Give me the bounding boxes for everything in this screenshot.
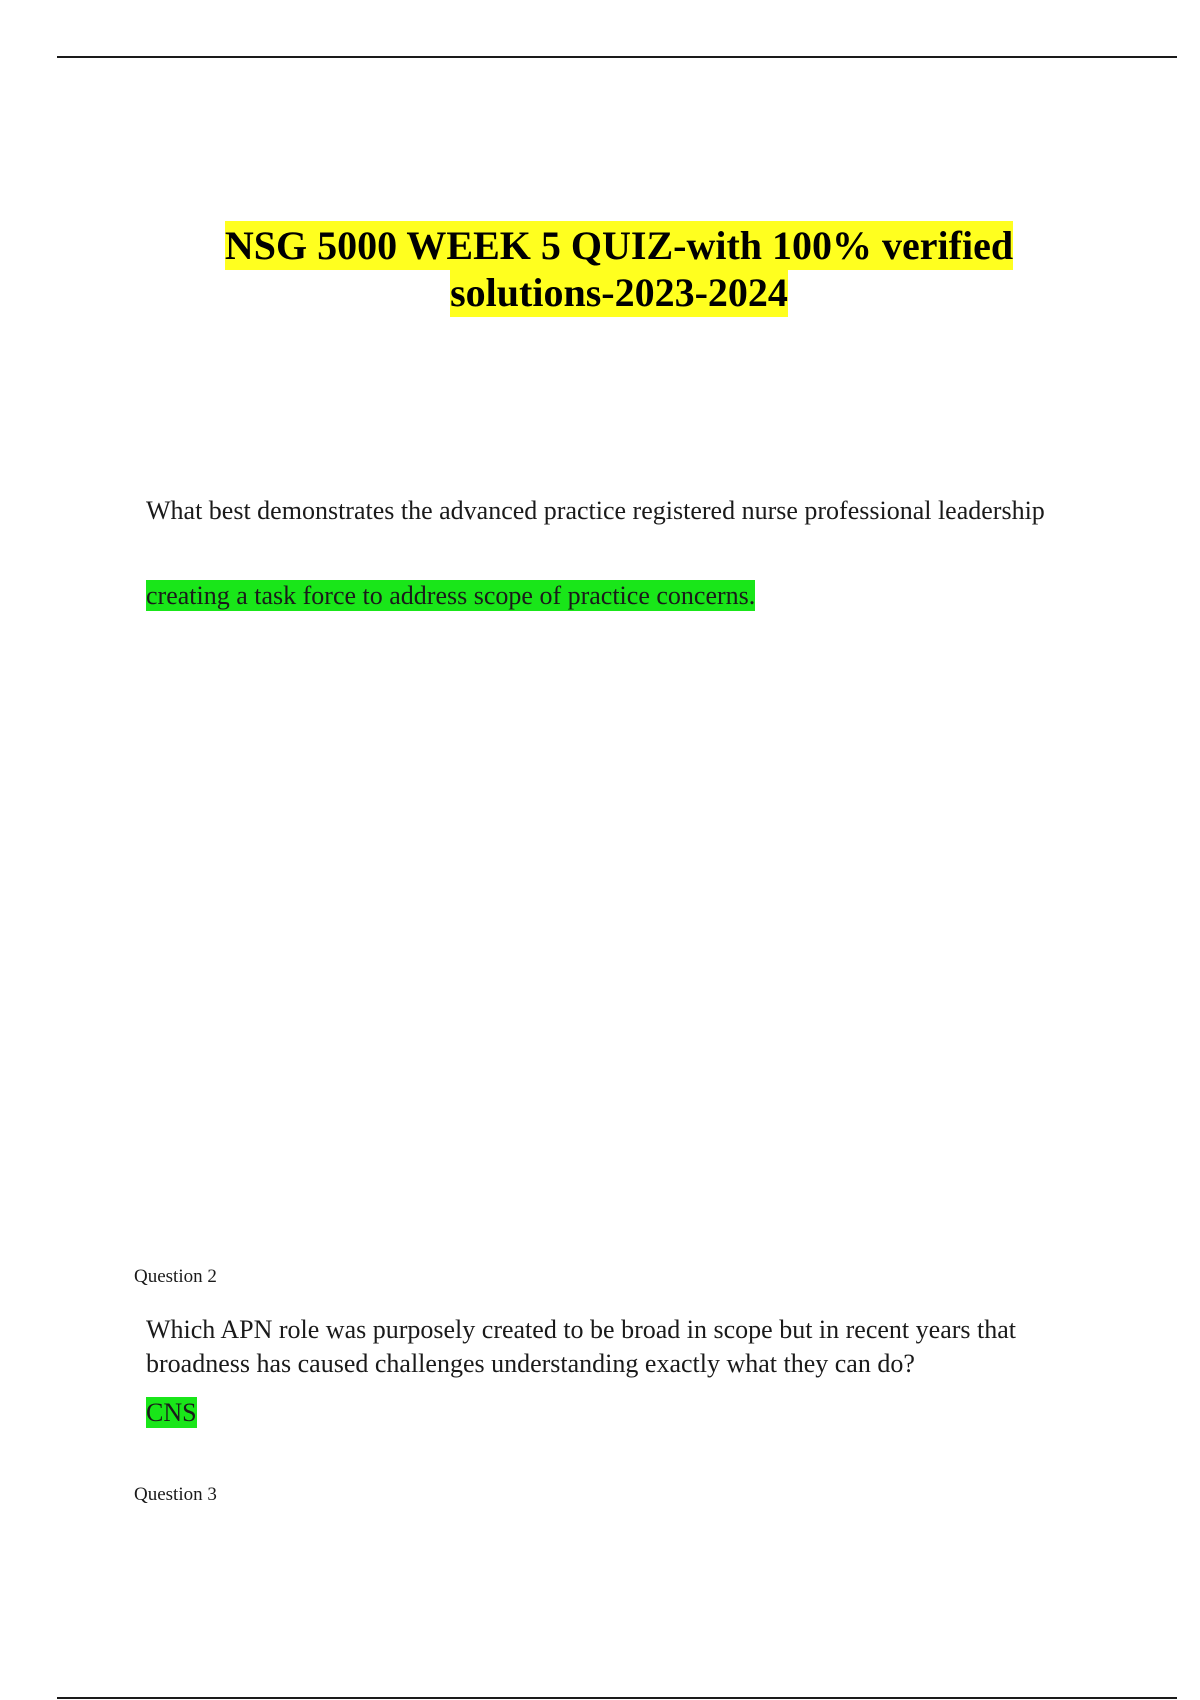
answer-1-highlight: creating a task force to address scope of practice concerns. <box>146 581 756 610</box>
question-3-label: Question 3 <box>134 1484 217 1505</box>
document-title <box>0 222 1200 316</box>
title-line-1: NSG 5000 WEEK 5 QUIZ-with 100% verified <box>224 223 1014 268</box>
answer-2-highlight: CNS <box>146 1398 197 1427</box>
bottom-rule <box>57 1697 1177 1699</box>
question-2-answer <box>146 1397 197 1429</box>
title-line-2: solutions-2023-2024 <box>450 270 788 315</box>
question-1-answer <box>146 580 755 612</box>
top-rule <box>57 56 1177 58</box>
question-2-label: Question 2 <box>134 1266 217 1287</box>
question-2-text: Which APN role was purposely created to be broad in scope but in recent years that broadness has caused challenges understanding exactly what they can do? <box>146 1315 1016 1378</box>
question-1-text: What best demonstrates the advanced practice registered nurse professional leadership <box>146 496 1045 525</box>
